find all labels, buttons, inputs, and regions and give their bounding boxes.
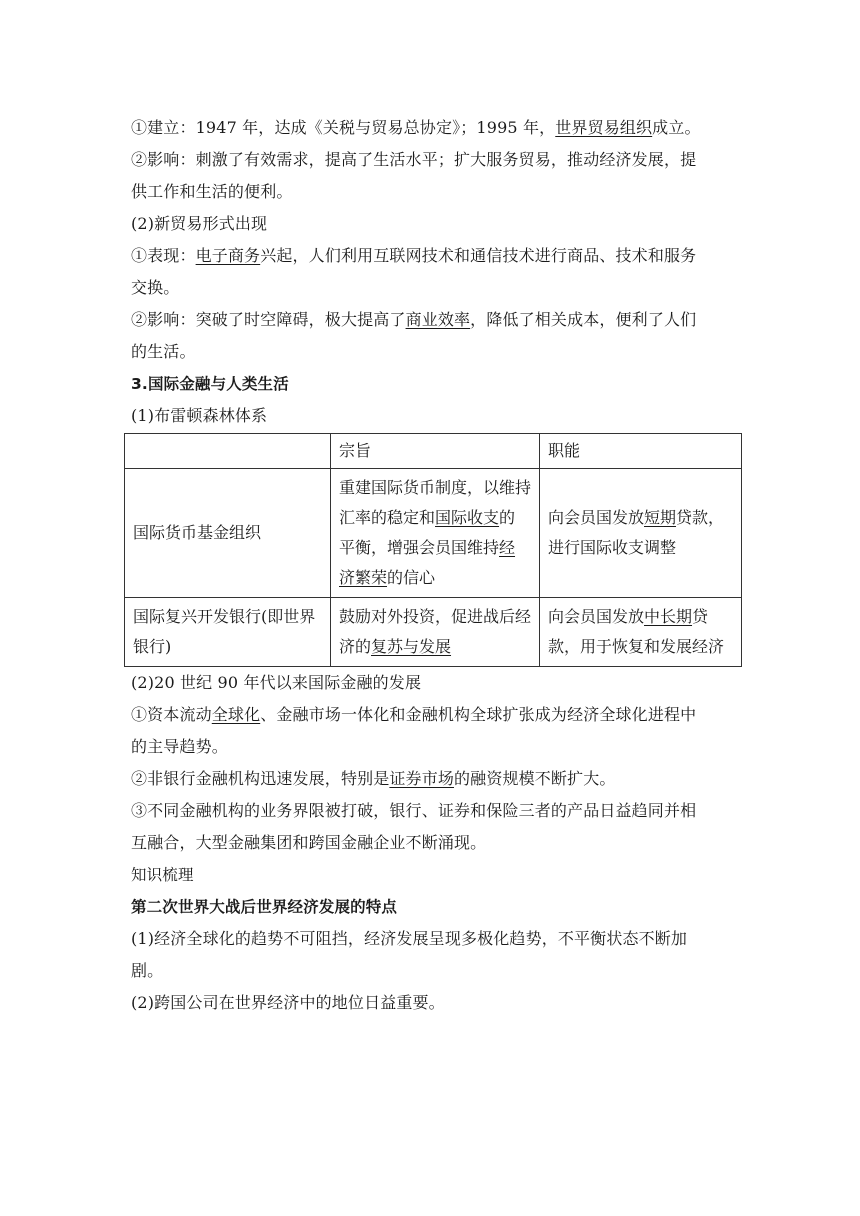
paragraph-globalization-line1: (1)经济全球化的趋势不可阻挡，经济发展呈现多极化趋势，不平衡状态不断加 bbox=[131, 929, 688, 948]
underlined-term: 中长期 bbox=[644, 607, 693, 626]
underlined-term: 商业效率 bbox=[405, 310, 471, 329]
bretton-woods-table bbox=[124, 433, 742, 667]
paragraph-capital-line1: ①资本流动全球化、金融市场一体化和金融机构全球扩张成为经济全球化进程中 bbox=[131, 705, 697, 724]
underlined-term: 短期 bbox=[644, 508, 677, 527]
underlined-term: 世界贸易组织 bbox=[555, 118, 653, 137]
subheading-finance-development: (2)20 世纪 90 年代以来国际金融的发展 bbox=[131, 673, 422, 692]
paragraph-capital-line2: 的主导趋势。 bbox=[131, 737, 228, 756]
paragraph-establish: ①建立：1947 年，达成《关税与贸易总协定》；1995 年，世界贸易组织成立。 bbox=[131, 118, 701, 137]
underlined-term: 全球化 bbox=[211, 705, 261, 724]
table-cell-aim: 重建国际货币制度，以维持汇率的稳定和国际收支的平衡，增强会员国维持经济繁荣的信心 bbox=[331, 469, 540, 598]
underlined-term: 国际收支 bbox=[435, 508, 500, 527]
table-header-cell: 宗旨 bbox=[331, 434, 540, 469]
table-row bbox=[125, 598, 742, 667]
table-cell-function: 向会员国发放中长期贷款，用于恢复和发展经济 bbox=[540, 598, 742, 667]
paragraph-multinationals: (2)跨国公司在世界经济中的地位日益重要。 bbox=[131, 993, 445, 1012]
table-cell-function: 向会员国发放短期贷款，进行国际收支调整 bbox=[540, 469, 742, 598]
subheading-new-trade: (2)新贸易形式出现 bbox=[131, 214, 268, 233]
paragraph-boundaries-line2: 互融合，大型金融集团和跨国金融企业不断涌现。 bbox=[131, 833, 487, 852]
subheading-bretton-woods: (1)布雷顿森林体系 bbox=[131, 406, 268, 425]
table-cell-org: 国际复兴开发银行(即世界银行) bbox=[125, 598, 331, 667]
section-heading-finance: 3.国际金融与人类生活 bbox=[131, 375, 289, 393]
section-label-knowledge: 知识梳理 bbox=[131, 866, 194, 884]
section-heading-postwar: 第二次世界大战后世界经济发展的特点 bbox=[131, 898, 398, 916]
paragraph-impact-line2: 供工作和生活的便利。 bbox=[131, 182, 293, 201]
table-cell-org: 国际货币基金组织 bbox=[125, 469, 331, 598]
table-header-cell bbox=[125, 434, 331, 469]
paragraph-ecommerce-line1: ①表现：电子商务兴起，人们利用互联网技术和通信技术进行商品、技术和服务 bbox=[131, 246, 697, 265]
underlined-term: 证券市场 bbox=[389, 769, 455, 788]
underlined-term: 经济繁荣 bbox=[339, 538, 516, 587]
underlined-term: 电子商务 bbox=[195, 246, 261, 265]
table-row bbox=[125, 469, 742, 598]
document-body bbox=[131, 112, 743, 1019]
underlined-term: 复苏与发展 bbox=[371, 637, 452, 656]
paragraph-impact-line1: ②影响：刺激了有效需求，提高了生活水平；扩大服务贸易，推动经济发展，提 bbox=[131, 150, 697, 169]
table-cell-aim: 鼓励对外投资，促进战后经济的复苏与发展 bbox=[331, 598, 540, 667]
paragraph-globalization-line2: 剧。 bbox=[131, 961, 164, 980]
table-header-cell: 职能 bbox=[540, 434, 742, 469]
paragraph-boundaries-line1: ③不同金融机构的业务界限被打破，银行、证券和保险三者的产品日益趋同并相 bbox=[131, 801, 697, 820]
table-header-row bbox=[125, 434, 742, 469]
paragraph-ecommerce-impact-line1: ②影响：突破了时空障碍，极大提高了商业效率，降低了相关成本，便利了人们 bbox=[131, 310, 697, 329]
paragraph-nonbank: ②非银行金融机构迅速发展，特别是证券市场的融资规模不断扩大。 bbox=[131, 769, 616, 788]
paragraph-ecommerce-line2: 交换。 bbox=[131, 278, 180, 297]
paragraph-ecommerce-impact-line2: 的生活。 bbox=[131, 342, 196, 361]
